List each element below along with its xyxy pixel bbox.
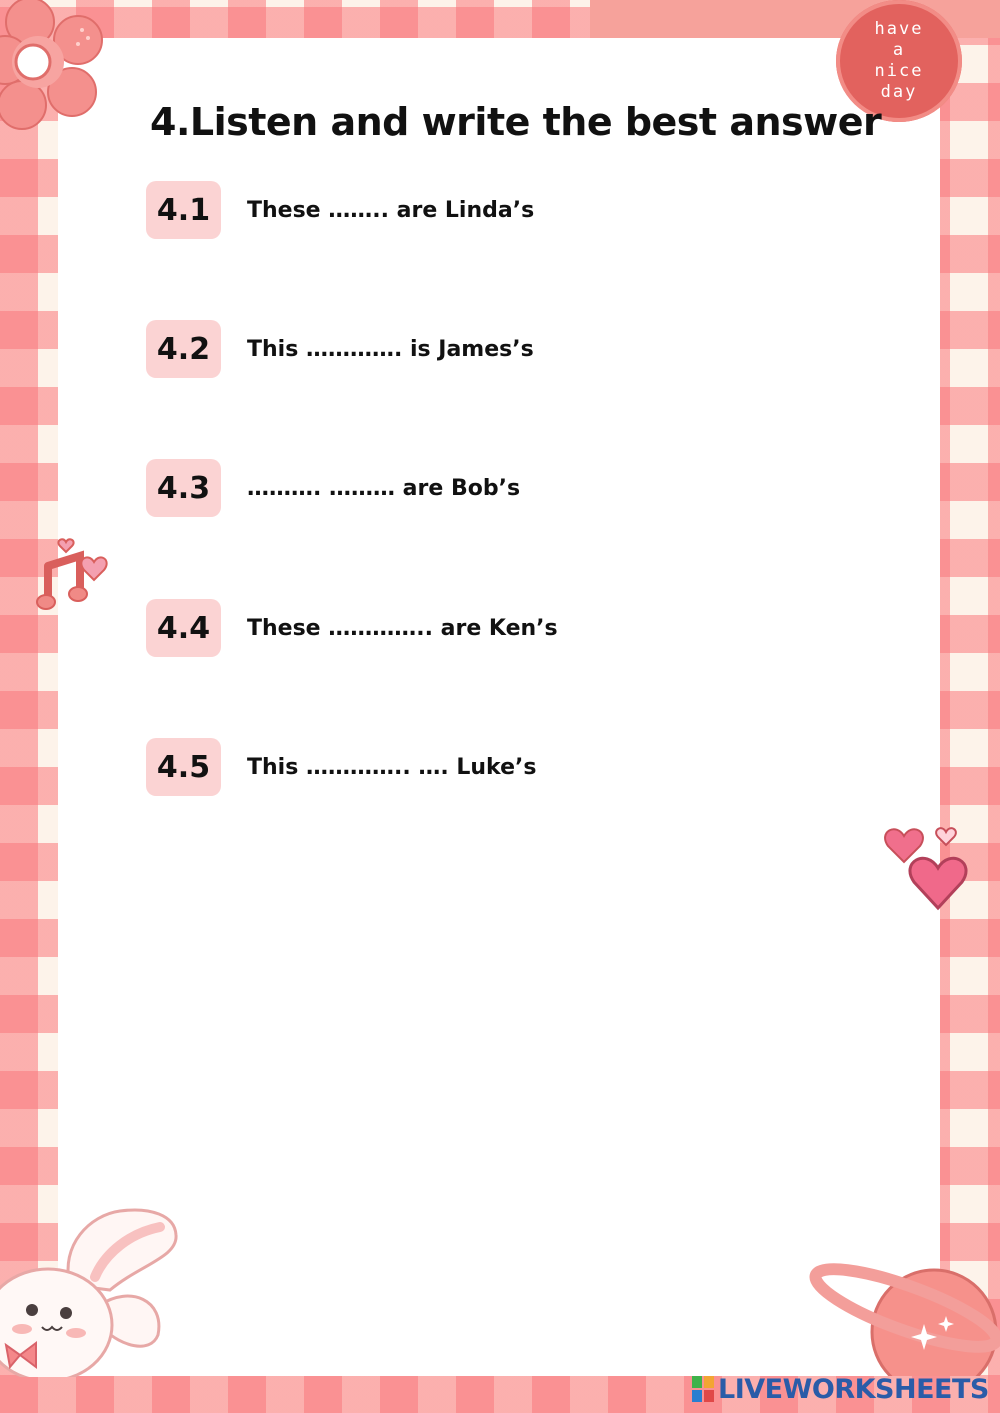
question-row xyxy=(146,319,534,379)
question-text[interactable]: These …….. are Linda’s xyxy=(247,197,535,223)
question-text[interactable]: ………. ……… are Bob’s xyxy=(247,475,521,501)
question-row xyxy=(146,458,520,518)
question-row xyxy=(146,180,534,240)
question-number-badge: 4.2 xyxy=(146,320,221,378)
question-number-badge: 4.3 xyxy=(146,459,221,517)
worksheet-title: 4.Listen and write the best answer xyxy=(150,100,882,144)
stamp-line: have xyxy=(874,19,924,39)
planet-icon xyxy=(806,1252,1000,1376)
music-note-hearts-icon xyxy=(36,532,108,614)
bunny-icon xyxy=(0,1205,185,1377)
question-number-badge: 4.5 xyxy=(146,738,221,796)
question-number-badge: 4.4 xyxy=(146,599,221,657)
stamp-line: a xyxy=(892,40,906,60)
question-text[interactable]: This …………. is James’s xyxy=(247,336,534,362)
liveworksheets-logo-icon xyxy=(692,1376,714,1402)
question-text[interactable]: These ………….. are Ken’s xyxy=(247,615,558,641)
question-number-badge: 4.1 xyxy=(146,181,221,239)
hearts-icon xyxy=(882,822,976,918)
stamp-line: nice xyxy=(874,61,924,81)
question-text[interactable]: This ………….. …. Luke’s xyxy=(247,754,537,780)
flower-icon xyxy=(0,0,110,135)
stamp-line: day xyxy=(880,82,918,102)
question-row xyxy=(146,598,558,658)
liveworksheets-watermark xyxy=(692,1372,989,1406)
question-row xyxy=(146,737,536,797)
watermark-text: LIVEWORKSHEETS xyxy=(718,1373,989,1405)
